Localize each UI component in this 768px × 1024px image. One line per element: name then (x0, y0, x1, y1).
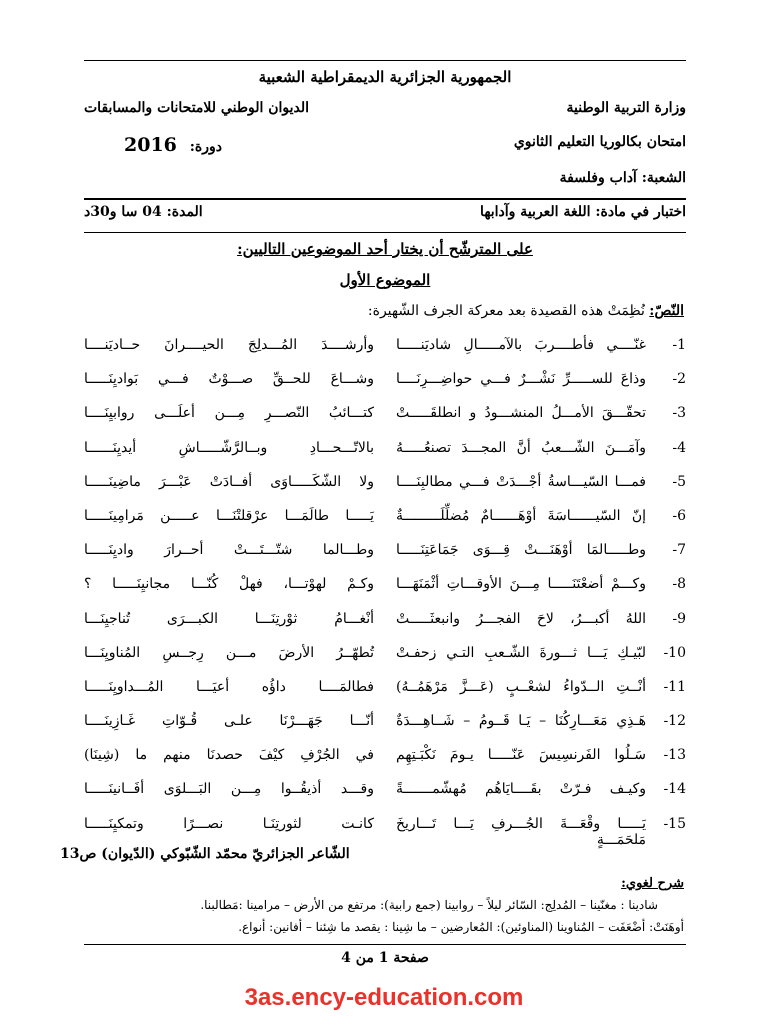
duration: المدة: 04 سا و30د (84, 204, 203, 220)
verse-number: -11 (663, 678, 686, 695)
subject-divider (84, 232, 686, 233)
text-intro-body: نُظِمَتْ هذه القصيدة بعد معركة الجرف الشّهيرة: (367, 303, 645, 319)
verse-number: -1 (672, 337, 686, 353)
instruction-choose: على المترشّح أن يختار أحد الموضوعين التاليين: (237, 240, 533, 258)
topic-title: الموضوع الأول (339, 271, 431, 289)
verse-first-hemistich: تحقّـــقَ الأمـــلُ المنشـــودُ و انطلقَـــــتْ (396, 405, 646, 422)
verse (84, 607, 686, 641)
glossary-title: شرح لغوي: (621, 876, 684, 891)
verse-second-hemistich: أنّـــا جَهَـــرْنَا علـى قُـوّاتِ غَـازِينَــــا (84, 713, 374, 730)
verse-second-hemistich: كتـــائبُ النّصـــرِ مِـــن أعلَـــى روابيِنَــــا (84, 405, 374, 422)
ministry-name: وزارة التربية الوطنية (566, 100, 686, 116)
verse-first-hemistich: غنّــــي فأطــــربَ بالآمـــــالِ شاديَنـــــا (396, 337, 646, 353)
poet-attribution: الشّاعر الجزائريّ محمّد الشّبّوكي (الدّيوان) ص13 (60, 846, 350, 862)
verse (84, 504, 686, 538)
verse-second-hemistich: بالاتّـــحـــادِ وبــالرَّشّـــــاشِ أيديِنَــــــا (84, 439, 374, 456)
subject: اختبار في مادة: اللغة العربية وآدابها (480, 204, 686, 220)
verse-second-hemistich: تُطهّــرُ الأرضَ مـــن رِجــسِ المُناويِنَـــا (84, 644, 374, 661)
verse-first-hemistich: إنّ السّيــــــاسَةَ أوْهَــــــامٌ مُضلِّلَـــــــــةٌ (396, 507, 646, 524)
verse-number: -15 (663, 815, 686, 832)
branch: الشعبة: آداب وفلسفة (559, 170, 686, 186)
session-label: دورة: (189, 139, 223, 155)
verse (84, 572, 686, 606)
verse-second-hemistich: يَـــــا طالَمَـــا عرْقلتْنَـــا عـــــن مَرامِينَـــــا (84, 507, 374, 524)
verse (84, 641, 686, 675)
verse-second-hemistich: وأرشــــدَ المُـــدلِجَ الحيــــرانَ حــاديَنــــا (84, 337, 374, 353)
verse-second-hemistich: في الجُرْفِ كيْفَ حصدنَا منهم ما (شِينَا) (84, 747, 374, 764)
header-row-3 (84, 170, 686, 194)
verse (84, 675, 686, 709)
bottom-divider (84, 944, 686, 945)
verse-number: -8 (672, 576, 686, 593)
verse-number: -10 (663, 644, 686, 661)
verse (84, 777, 686, 811)
verse-second-hemistich: ولا الشّكَـــــاوَى أفــادَتْ عَبْـــرَ ماضِينَـــــا (84, 473, 374, 490)
verse-number: -3 (672, 405, 686, 422)
verse (84, 470, 686, 504)
verse-number: -6 (672, 507, 686, 524)
subject-row (84, 204, 686, 228)
verse (84, 436, 686, 470)
verse-first-hemistich: هَـذِي مَعَـــارِكُنَا – يَـا قَــومُ – شَــاهِـــدَةٌ (396, 713, 646, 730)
verse-number: -9 (672, 610, 686, 627)
verse-number: -5 (672, 473, 686, 490)
session-year: 2016 (124, 134, 177, 156)
top-divider (84, 60, 686, 61)
verse-number: -12 (663, 713, 686, 730)
header-row-2 (84, 134, 686, 158)
verse-first-hemistich: وطـــــالمَا أوْهَنَـــتْ قِـــوَى جَمَاعَتِنَـــــا (396, 542, 646, 559)
verse-first-hemistich: فمـــا السّيـــاسةُ أجْـــدَتْ فـــي مطالبِنَــــا (396, 473, 646, 490)
verse-first-hemistich: يَـــــا وقْعَـــةَ الجُـــرفِ يَـــا تَـــاريخَ مَلحَمَـــةٍ (396, 815, 646, 848)
verse-first-hemistich: وذاعَ للســـــرِّ نَشْـــرٌ فـــي حواضِـــرِنَــــا (396, 371, 646, 388)
verse-first-hemistich: وكـــمْ أضعْتَنَـــــا مِـــنَ الأوقـــاتِ أثْمَنَهَـــا (396, 576, 646, 593)
verse (84, 743, 686, 777)
text-label: النّصّ: (649, 303, 684, 319)
glossary-line-2: أوهَنَتْ: أضْعَفَت – المُناوينا (المناوئين): المُعارضين – ما شِينا : يقصد ما شِئنا – أفانين: أنواع. (238, 920, 684, 934)
verse-number: -13 (663, 747, 686, 764)
verse (84, 538, 686, 572)
verse-number: -7 (672, 542, 686, 559)
text-intro (368, 303, 684, 319)
verse-first-hemistich: وكيـف فـرّتْ بقَــــايَاهُم مُهشّمـــــــةً (396, 781, 646, 798)
office-name: الديوان الوطني للامتحانات والمسابقات (84, 100, 310, 116)
middle-divider (84, 198, 686, 200)
verse (84, 709, 686, 743)
verse-number: -4 (672, 439, 686, 456)
verse-first-hemistich: اللهُ أكبـــرُ، لاحَ الفجـــرُ وانبعثَـــــتْ (396, 610, 646, 627)
republic-title: الجمهورية الجزائرية الديمقراطية الشعبية (258, 68, 512, 86)
verse-second-hemistich: وطـــالما شتّـــتَـــتْ أحــرارَ واديِنَـــــا (84, 542, 374, 559)
verse-second-hemistich: وقـــد أذيقُــوا مِـــن البَـــلوَى أفَــانينَـــــا (84, 781, 374, 798)
verse-first-hemistich: لبّيـكِ يَـــا ثـــورةَ الشّـعبِ التـي زحفـتْ (396, 644, 646, 661)
poem (84, 333, 686, 846)
verse-first-hemistich: أنْــتِ الــدّواءُ لشعْــبٍ (عَـــزَّ مَرْهَمُــهُ) (396, 678, 646, 695)
header-row-1 (84, 100, 686, 124)
verse-second-hemistich: وكـمْ لهوْتـــا، فهلْ كُنّـــا مجانيِنَـــــا ؟ (84, 576, 374, 593)
page-number: صفحة 1 من 4 (341, 950, 429, 966)
verse-number: -2 (672, 371, 686, 388)
verse-first-hemistich: وآمَـــنَ الشّـــعبُ أنَّ المجـــدَ تصنعُـــــهُ (396, 439, 646, 456)
verse-second-hemistich: وشـــاعَ للحــقِّ صـــوْتٌ فـــي بَواديِنَـــــا (84, 371, 374, 388)
verse (84, 401, 686, 435)
exam-name: امتحان بكالوريا التعليم الثانوي (513, 134, 686, 150)
verse (84, 367, 686, 401)
session (124, 134, 222, 156)
site-link[interactable]: 3as.ency-education.com (244, 984, 524, 1011)
verse-first-hemistich: سَـلُوا الفَرنسِيسَ عَنّـــــا يـومَ نَكْبَـتِهِم (396, 747, 646, 764)
verse-second-hemistich: أنْغـــامُ ثوْرتِنَـــا الكبـــرَى تُناجيِنَـــا (84, 610, 374, 627)
verse-second-hemistich: كانـت لثورتِنَـا نصـــرًا وتمكيِنَـــــا (84, 815, 374, 832)
verse (84, 812, 686, 846)
verse-second-hemistich: فطالمَــــا داؤُه أعيَـــا المُـــداويِنَـــــا (84, 678, 374, 695)
glossary-line-1: شادينا : مغنّينا – المُدلِج: السّائر ليلاً – روابينا (جمع رابية): مرتفع من الأرض – مرامينا :مَطالبنا. (200, 898, 658, 912)
verse-number: -14 (663, 781, 686, 798)
verse (84, 333, 686, 367)
